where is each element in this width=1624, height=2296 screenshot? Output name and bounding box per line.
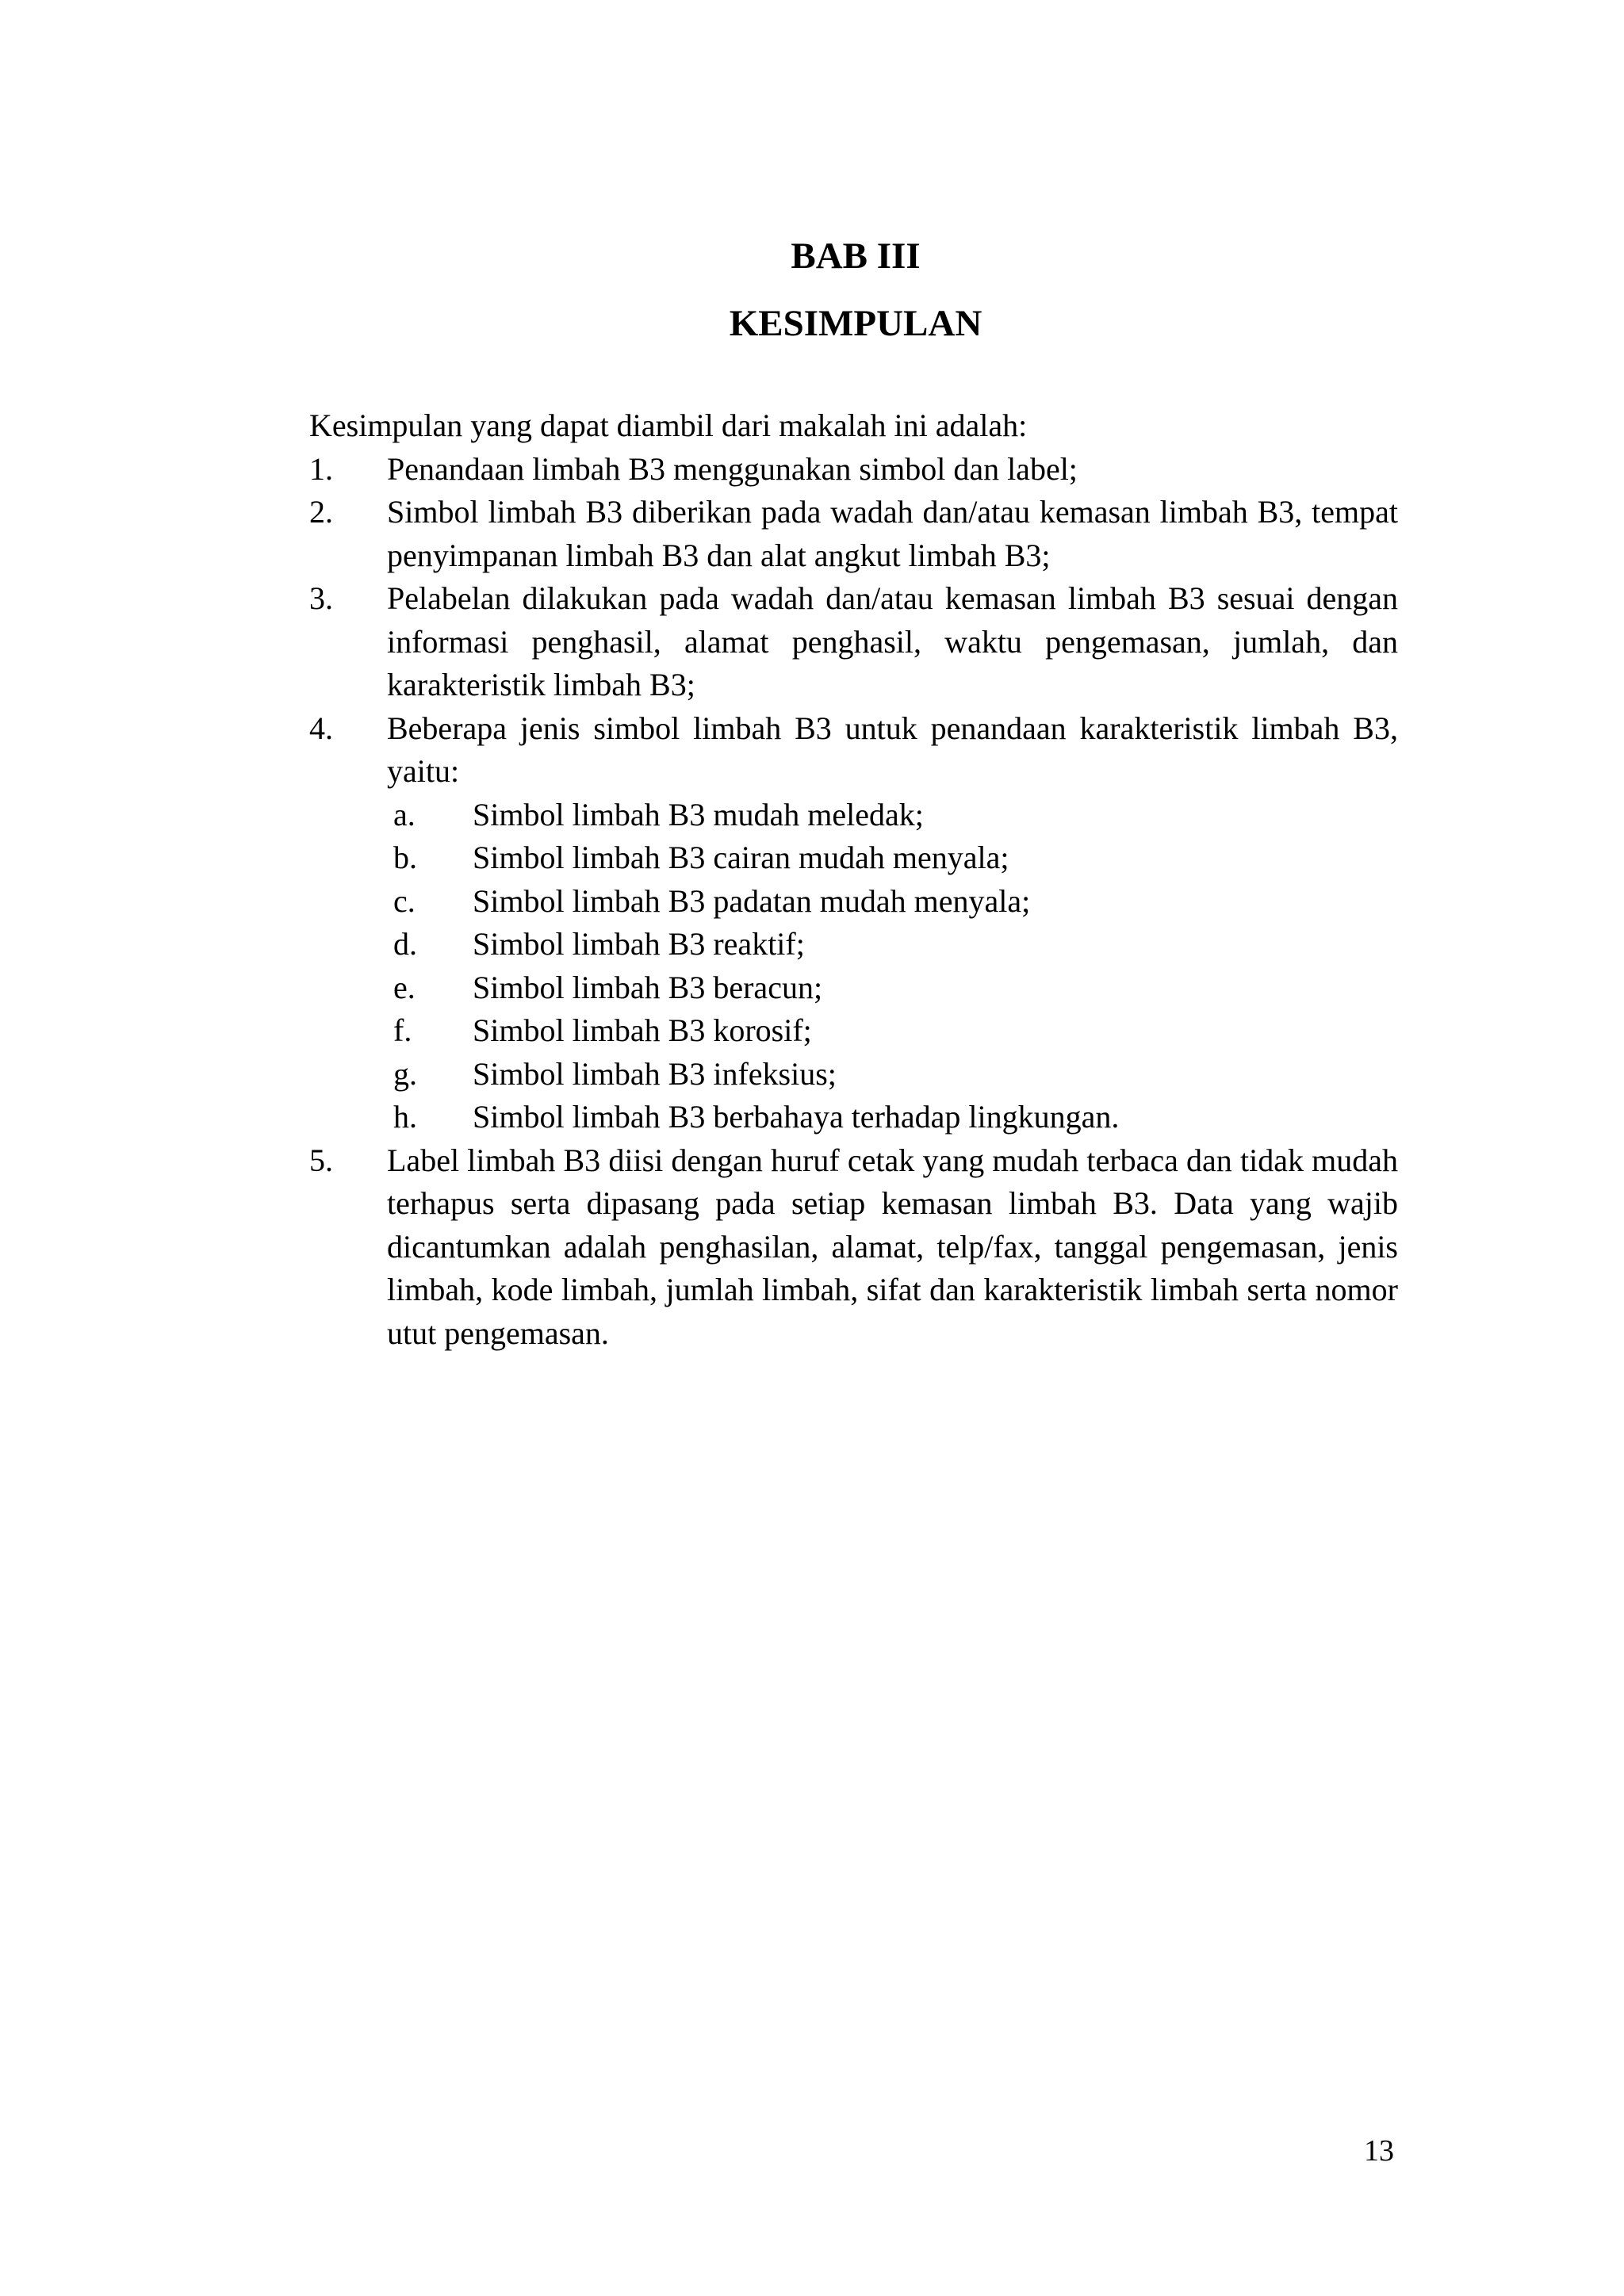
- list-item-text: Simbol limbah B3 diberikan pada wadah dan/atau kemasan limbah B3, tempat penyimpanan limbah B3 dan alat angkut limbah B3;: [387, 494, 1398, 573]
- sublist-item-letter: e.: [393, 969, 416, 1005]
- conclusion-list: [309, 448, 1398, 1356]
- sublist-item-letter: b.: [393, 840, 417, 875]
- sublist-item: [387, 923, 1398, 966]
- list-item-number: 3.: [309, 580, 333, 616]
- sublist-item: [387, 836, 1398, 880]
- list-item: [309, 448, 1398, 492]
- sublist-item: [387, 794, 1398, 837]
- list-item-text: Pelabelan dilakukan pada wadah dan/atau kemasan limbah B3 sesuai dengan informasi penghasil, alamat penghasil, waktu pengemasan, jumlah, dan karakteristik limbah B3;: [387, 580, 1398, 702]
- conclusion-body: [309, 404, 1398, 1355]
- page-number: 13: [1364, 2134, 1394, 2168]
- sublist-item: [387, 1009, 1398, 1053]
- sublist-item: [387, 880, 1398, 924]
- sublist-item: [387, 1096, 1398, 1139]
- intro-paragraph: Kesimpulan yang dapat diambil dari makalah ini adalah:: [309, 408, 1028, 443]
- sublist-item-text: Simbol limbah B3 reaktif;: [473, 926, 805, 962]
- sublist-item-text: Simbol limbah B3 padatan mudah menyala;: [473, 882, 1031, 919]
- list-item-number: 1.: [309, 450, 333, 487]
- sublist-item: [387, 966, 1398, 1010]
- list-item: [309, 491, 1398, 577]
- symbol-sublist: [387, 794, 1398, 1139]
- list-item-text: Beberapa jenis simbol limbah B3 untuk penandaan karakteristik limbah B3, yaitu:: [387, 710, 1398, 789]
- sublist-item-letter: c.: [393, 882, 416, 919]
- sublist-item-text: Simbol limbah B3 mudah meledak;: [473, 796, 924, 832]
- list-item-text: Label limbah B3 diisi dengan huruf cetak yang mudah terbaca dan tidak mudah terhapus serta dipasang pada setiap kemasan limbah B3. Data yang wajib dicantumkan adalah penghasilan, alamat, telp/fax, tanggal pengemasan, jenis limbah, kode limbah, jumlah limbah, sifat dan karakteristik limbah serta nomor utut pengemasan.: [387, 1142, 1398, 1351]
- sublist-item-text: Simbol limbah B3 berbahaya terhadap lingkungan.: [473, 1099, 1120, 1135]
- chapter-heading: BAB III: [791, 235, 921, 277]
- list-item: [309, 707, 1398, 1139]
- sublist-item-text: Simbol limbah B3 infeksius;: [473, 1055, 837, 1092]
- list-item-number: 2.: [309, 494, 333, 530]
- sublist-item-letter: f.: [393, 1012, 412, 1048]
- sublist-item-text: Simbol limbah B3 cairan mudah menyala;: [473, 840, 1009, 875]
- list-item-number: 4.: [309, 710, 333, 746]
- sublist-item-letter: d.: [393, 926, 417, 962]
- list-item-number: 5.: [309, 1142, 333, 1178]
- list-item: [309, 1139, 1398, 1356]
- sublist-item: [387, 1053, 1398, 1096]
- sublist-item-letter: h.: [393, 1099, 417, 1135]
- sublist-item-letter: a.: [393, 796, 416, 832]
- chapter-title: KESIMPULAN: [729, 303, 982, 344]
- sublist-item-letter: g.: [393, 1055, 417, 1092]
- sublist-item-text: Simbol limbah B3 beracun;: [473, 969, 823, 1005]
- sublist-item-text: Simbol limbah B3 korosif;: [473, 1012, 812, 1048]
- list-item: [309, 577, 1398, 707]
- list-item-text: Penandaan limbah B3 menggunakan simbol dan label;: [387, 450, 1078, 487]
